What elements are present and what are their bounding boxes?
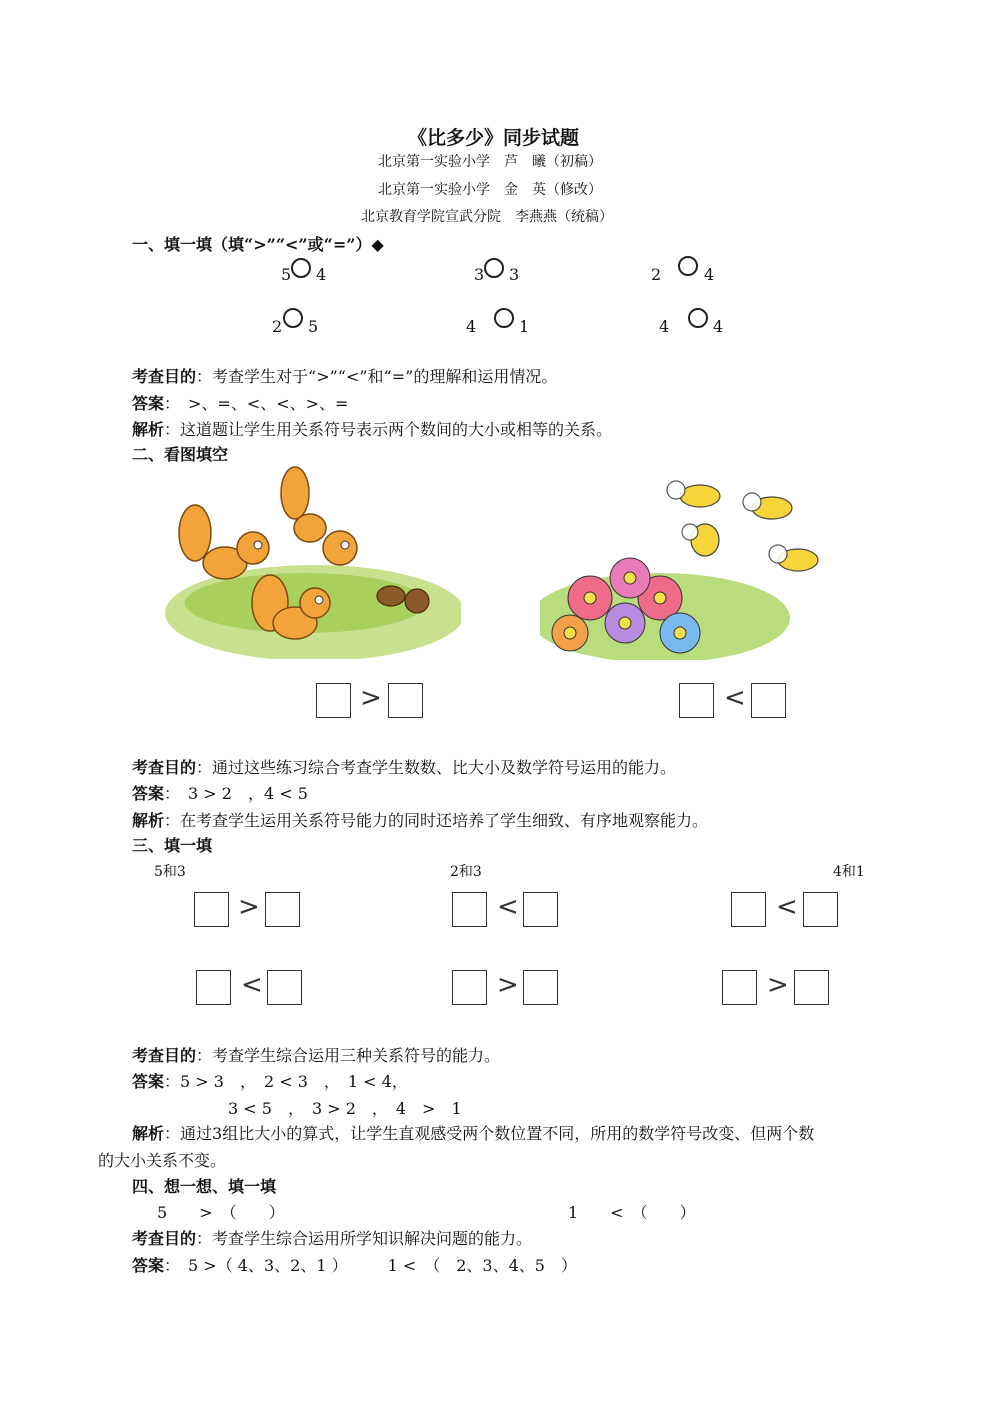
author-line-2: 北京第一实验小学 金 英（修改） [378,182,602,198]
answer-box[interactable] [731,892,766,927]
number-left: 3 [474,265,485,284]
squirrels-acorns-picture [165,463,461,659]
answer-box[interactable] [751,683,786,718]
s4-answer: 答案： 5 >（ 4、3、2、1 ） 1 < （ 2、3、4、5 ） [132,1256,577,1275]
number-left: 5 [281,265,292,284]
number-left: 2 [651,265,662,284]
s2-purpose: 考查目的：通过这些练习综合考查学生数数、比大小及数学符号运用的能力。 [132,758,677,777]
answer-box[interactable] [267,970,302,1005]
answer-box[interactable] [794,970,829,1005]
s3-analysis-line-1: 解析：通过3组比大小的算式，让学生直观感受两个数位置不同，所用的数学符号改变、但两个数 [132,1124,815,1143]
number-left: 2 [272,317,283,336]
number-left: 4 [659,317,670,336]
answer-circle[interactable] [494,308,514,328]
answer-box[interactable] [803,892,838,927]
less-than-sign: < [497,892,519,922]
answer-box[interactable] [722,970,757,1005]
section-1-heading: 一、填一填（填“>”“<”或“=”）◆ [132,235,384,254]
answer-circle[interactable] [678,256,698,276]
section-3-heading: 三、填一填 [132,836,213,855]
section-4-heading: 四、想一想、填一填 [132,1177,277,1196]
author-line-3: 北京教育学院宣武分院 李燕燕（统稿） [361,209,613,225]
s2-analysis: 解析：在考查学生运用关系符号能力的同时还培养了学生细致、有序地观察能力。 [132,811,709,830]
s4-purpose: 考查目的：考查学生综合运用所学知识解决问题的能力。 [132,1229,533,1248]
group-label-3: 4和1 [833,864,865,880]
answer-box[interactable] [194,892,229,927]
answer-box[interactable] [265,892,300,927]
less-than-sign: < [241,970,263,1000]
number-right: 5 [308,317,319,336]
s4-question-1[interactable]: 5 > （ ） [157,1203,285,1222]
s4-question-2[interactable]: 1 < （ ） [568,1203,696,1222]
s3-answer-line-2: 3 < 5 ， 3 > 2 ， 4 > 1 [228,1099,462,1118]
s1-analysis: 解析：这道题让学生用关系符号表示两个数间的大小或相等的关系。 [132,420,613,439]
answer-box[interactable] [388,683,423,718]
group-label-1: 5和3 [154,864,186,880]
number-right: 4 [713,317,724,336]
answer-box[interactable] [679,683,714,718]
bees-flowers-picture [540,468,830,660]
number-left: 4 [466,317,477,336]
answer-circle[interactable] [283,308,303,328]
s3-purpose: 考查目的：考查学生综合运用三种关系符号的能力。 [132,1046,501,1065]
author-line-1: 北京第一实验小学 芦 曦（初稿） [378,154,602,170]
greater-than-sign: > [497,970,519,1000]
number-right: 1 [519,317,530,336]
answer-box[interactable] [452,892,487,927]
answer-circle[interactable] [688,308,708,328]
answer-circle[interactable] [291,258,311,278]
answer-box[interactable] [523,892,558,927]
less-than-sign: < [724,683,746,713]
number-right: 4 [316,265,327,284]
answer-box[interactable] [196,970,231,1005]
less-than-sign: < [776,892,798,922]
s3-analysis-line-2: 的大小关系不变。 [98,1151,227,1170]
greater-than-sign: > [238,892,260,922]
s1-answer: 答案： >、=、<、<、>、= [132,394,349,413]
group-label-2: 2和3 [450,864,482,880]
s1-purpose: 考查目的：考查学生对于“>”“<”和“=”的理解和运用情况。 [132,367,558,386]
greater-than-sign: > [360,683,382,713]
greater-than-sign: > [767,970,789,1000]
answer-circle[interactable] [484,258,504,278]
answer-box[interactable] [523,970,558,1005]
answer-box[interactable] [316,683,351,718]
page-title: 《比多少》同步试题 [408,127,580,149]
number-right: 4 [704,265,715,284]
answer-box[interactable] [452,970,487,1005]
s2-answer: 答案： 3 > 2 ，4 < 5 [132,784,308,803]
section-2-heading: 二、看图填空 [132,445,229,464]
s3-answer-line-1: 答案：5 > 3 ， 2 < 3 ， 1 < 4， [132,1072,408,1091]
number-right: 3 [509,265,520,284]
